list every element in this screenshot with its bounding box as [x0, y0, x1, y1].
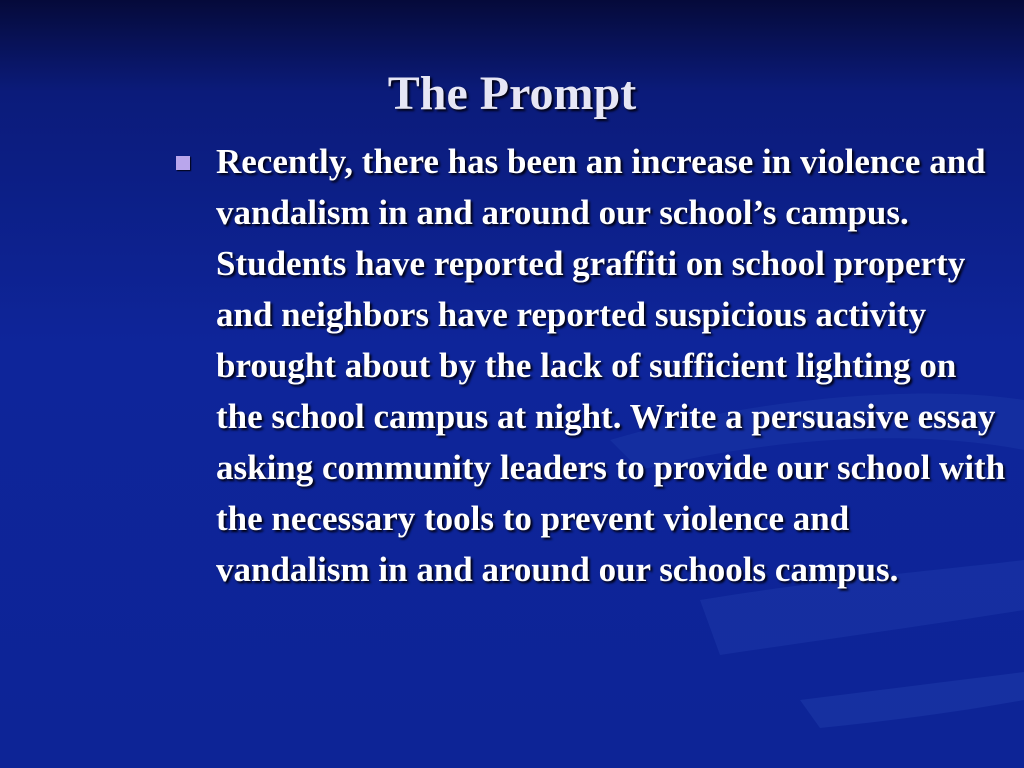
- square-bullet-icon: [176, 156, 190, 170]
- slide-body: [172, 136, 1007, 595]
- bullet-item: [172, 136, 1007, 595]
- bullet-text: Recently, there has been an increase in violence and vandalism in and around our school’s campus. Students have reported graffiti on school property and neighbors have reported suspicious activity brought about by the lack of sufficient lighting on the school campus at night. Write a persuasive essay asking community leaders to provide our school with the necessary tools to prevent violence and vandalism in and around our schools campus.: [216, 142, 1006, 589]
- slide-title: The Prompt: [387, 67, 637, 120]
